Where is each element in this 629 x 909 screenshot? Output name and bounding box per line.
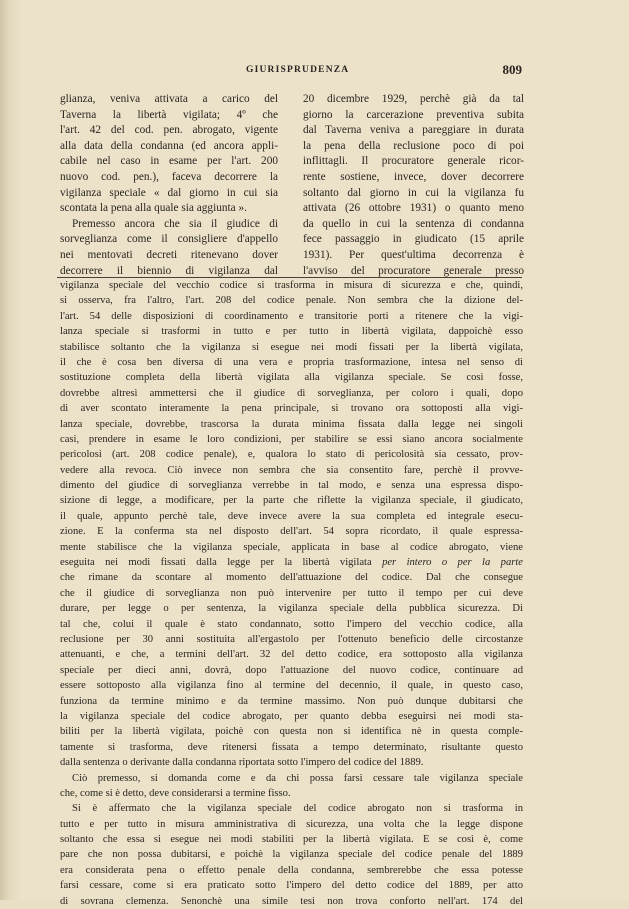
footnote-line: pare che non possa dubitarsi, e poichè la vigilanza speciale del codice penale del 1889	[60, 849, 523, 861]
text-line: dal Taverna veniva a pareggiare in durata	[303, 124, 524, 137]
footnote-line: durare, per legge o per sentenza, la vigilanza speciale della pubblica sicurezza. Di	[60, 603, 523, 615]
text-line: soltanto dal giorno in cui la vigilanza fu	[303, 186, 524, 199]
text-line: 1931). Per quest'ultima decorrenza è	[303, 248, 524, 261]
text-line: glianza, veniva attivata a carico del	[60, 93, 278, 105]
footnote-line: essere sottoposto alla vigilanza fino al termine del decennio, il quale, in questo caso,	[60, 680, 523, 692]
footnote-line: vedere alla revoca. Ciò invece non sembra che sia consentito fare, perchè il provve-	[60, 464, 523, 476]
footnote-line: che il giudice di sorveglianza non può intervenire per tutto il tempo per cui deve	[60, 587, 523, 599]
footnote-line: sizione di legge, a modificare, per la parte che riflette la vigilanza speciale, il giudicato,	[60, 495, 523, 507]
text-line: inflittagli. Il procuratore generale ricor-	[303, 155, 524, 168]
text-line: giorno la carcerazione preventiva subita	[303, 108, 524, 121]
text-line: attivata (26 ottobre 1931) o quanto meno	[303, 202, 524, 215]
footnote-line: dalla sentenza o derivante dalla condanna riportata sotto l'impero del codice del 1889.	[60, 757, 424, 769]
right-column	[303, 92, 524, 279]
footnote-line: il che è cosa ben diversa di una vera e propria trasformazione, intesa nel senso di	[60, 356, 523, 368]
footnote-line: mente stabilisce che la vigilanza speciale, applicata in base al codice abrogato, viene	[60, 541, 523, 553]
text-line: da quello in cui la sentenza di condanna	[303, 217, 524, 230]
footnote-line: l'art. 54 delle disposizioni di coordinamento e transitorie porti a ritenere che la vigi-	[60, 310, 523, 322]
footnote-line: tal che, colui il quale è stato condannato, sotto l'impero del vecchio codice, alla	[60, 618, 523, 630]
page-header	[60, 62, 522, 78]
footnote-line: lanza speciale si trasformi in tutto e per tutto in libertà vigilata, dappoichè esso	[60, 326, 523, 338]
text-line: rente sostiene, invece, dover decorrere	[303, 170, 524, 183]
footnote-line: tamente si trasforma, deve ritenersi fissata a tempo determinato, risultante questo	[60, 741, 523, 753]
text-line: scontata la pena alla quale sia aggiunta ».	[60, 202, 247, 215]
footnote-block	[60, 278, 523, 909]
footnote-line: reclusione per 30 anni sostituita all'ergastolo per l'ottenuto beneficio delle circostanze	[60, 633, 523, 645]
footnote-line: di aver scontato interamente la pena principale, si trovano ora sottoposti alla vigi-	[60, 403, 523, 415]
text-line: nei mentovati decreti ritenevano dover	[60, 248, 278, 261]
footnote-line: Si è affermato che la vigilanza speciale del codice abrogato non si trasforma in	[72, 803, 523, 815]
footnote-line: biliti per la libertà vigilata, poichè con questa non si identifica nè in questa comple-	[60, 726, 523, 738]
text-line: la pena della reclusione poco di poi	[303, 139, 524, 152]
text-line: sorveglianza come il consigliere d'appello	[60, 233, 278, 246]
left-column	[60, 92, 278, 279]
footnote-line: che, come si è detto, deve considerarsi a termine fisso.	[60, 787, 291, 799]
footnote-line-emphasis	[60, 555, 523, 570]
footnote-line: farsi cessare, come si era praticato sotto l'impero del detto codice del 1889, per atto	[60, 880, 523, 892]
text-line: decorrere il biennio di vigilanza dal	[60, 264, 278, 277]
footnote-line: soltanto che essa si esegue nei modi stabiliti per la libertà vigilata. E se così è, come	[60, 834, 523, 846]
page-number: 809	[502, 62, 522, 77]
footnote-line: tutto e per tutto in misura amministrativa di sicurezza, una volta che la legge dispone	[60, 818, 523, 830]
footnote-line: funziona da termine minimo e da termine massimo. Non può dunque dubitarsi che	[60, 695, 523, 707]
footnote-line: casi, prendere in esame le loro condizioni, per stabilire se essi siano ancora socialmente	[60, 433, 523, 445]
footnote-line: dovrebbe altresì ammettersi che il giudice di sorveglianza, per coloro i quali, dopo	[60, 387, 523, 399]
text-line: fece passaggio in giudicato (15 aprile	[303, 233, 524, 246]
text-line: cabile nel caso in esame per l'art. 200	[60, 155, 278, 168]
text-line: Taverna la libertà vigilata; 4º che	[60, 108, 278, 121]
running-title: GIURISPRUDENZA	[246, 65, 350, 75]
italic-phrase: per intero o per la parte	[382, 557, 524, 569]
footnote-line: pericolosi (art. 208 codice penale), e, qualora lo stato di pericolosità sia cessato, prov-	[60, 449, 523, 461]
footnote-line: vigilanza speciale del vecchio codice si trasforma in misura di sicurezza e che, quindi,	[60, 280, 523, 291]
footnote-line: Ciò premesso, si domanda come e da chi possa farsi cessare tale vigilanza speciale	[72, 772, 523, 784]
footnote-text: eseguita nei modi fissati dalla legge per la libertà vigilata	[60, 557, 383, 569]
text-line: nuovo cod. pen.), faceva decorrere la	[60, 170, 278, 183]
footnote-line: stabilisce soltanto che la vigilanza si esegue nei modi fissati per la libertà vigilata,	[60, 341, 523, 353]
footnote-line: si osserva, fra l'altro, l'art. 208 del codice penale. Non sembra che la dizione del-	[60, 295, 523, 307]
footnote-line: che rimane da scontare al momento dell'attuazione del codice. Dal che consegue	[60, 572, 523, 584]
text-line: Premesso ancora che sia il giudice di	[72, 217, 278, 230]
text-line: 20 dicembre 1929, perchè già da tal	[303, 93, 524, 105]
footnote-line: zione. E la conferma sta nel disposto dell'art. 54 sopra ricordato, il quale espressa-	[60, 526, 523, 538]
text-line: l'avviso del procuratore generale presso	[303, 264, 524, 277]
footnote-line: speciale per dieci anni, dovrà, dopo l'attuazione del nuovo codice, continuare ad	[60, 664, 523, 676]
text-line: l'art. 42 del cod. pen. abrogato, vigente	[60, 124, 278, 137]
footnote-line: lanza speciale, dovrebbe, trascorsa la durata minima fissata dalla legge nei singoli	[60, 418, 523, 430]
footnote-line: di sovrana clemenza. Senonchè una simile tesi non trova conforto nell'art. 174 del	[60, 895, 523, 907]
text-line: alla data della condanna (ed ancora appli-	[60, 139, 278, 152]
footnote-line: era considerata pena o effetto penale della condanna, sembrerebbe che essa potesse	[60, 864, 523, 876]
footnote-line: dimento del giudice di sorveglianza verrebbe in tal modo, e senza una espressa dispo-	[60, 480, 523, 492]
footnote-line: la vigilanza speciale del codice abrogato, per quanto debba eseguirsi nei modi sta-	[60, 710, 523, 722]
footnote-line: attenuanti, e che, a termini dell'art. 32 del detto codice, era sottoposto alla vigilanza	[60, 649, 523, 661]
text-line: vigilanza speciale « dal giorno in cui sia	[60, 186, 278, 199]
footnote-line: il quale, appunto perchè tale, deve invece avere la sua completa ed integrale esecu-	[60, 510, 523, 522]
footnote-line: sostituzione completa della libertà vigilata alla vigilanza speciale. Se così fosse,	[60, 372, 523, 384]
